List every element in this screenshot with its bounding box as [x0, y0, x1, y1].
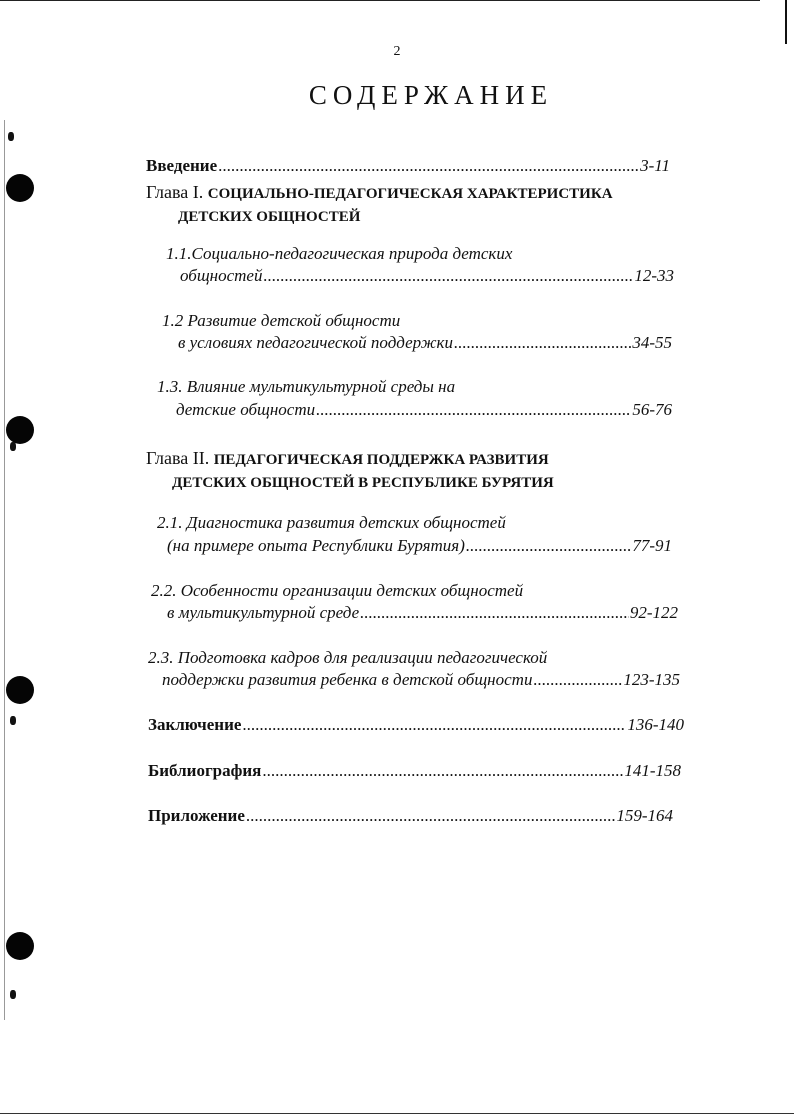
section-2-2-line1: 2.2. Особенности организации детских общностей: [151, 581, 524, 600]
chapter2-heading-line2: [172, 471, 554, 492]
scan-edge-bottom: [0, 1113, 794, 1114]
scan-edge-top: [0, 0, 760, 1]
title-wrap: [0, 80, 794, 111]
scan-speck: [10, 990, 16, 999]
leader-dots: [454, 333, 631, 353]
toc-label: поддержки развития ребенка в детской общности: [162, 670, 533, 689]
toc-label: в условиях педагогической поддержки: [178, 333, 454, 352]
leader-dots: [466, 536, 631, 556]
leader-dots: [218, 156, 639, 176]
punch-hole: [6, 416, 34, 444]
section-1-3-line1: 1.3. Влияние мультикультурной среды на: [157, 377, 456, 396]
toc-entry-conclusion[interactable]: [148, 715, 684, 735]
toc-entry-2-3[interactable]: [162, 670, 680, 690]
section-1-2-line1: 1.2 Развитие детской общности: [162, 311, 401, 330]
toc-label: (на примере опыта Республики Бурятия): [167, 536, 465, 555]
page-title: СОДЕРЖАНИЕ: [308, 80, 554, 110]
leader-dots: [360, 603, 629, 623]
scan-speck: [8, 132, 14, 141]
toc-label: в мультикультурной среде: [167, 603, 360, 622]
toc-pages: 159-164: [616, 806, 673, 825]
toc-pages: 141-158: [624, 761, 681, 780]
section-1-1-line1: 1.1.Социально-педагогическая природа детских: [166, 244, 513, 263]
toc-label: Приложение: [148, 806, 245, 825]
toc-label: Введение: [146, 156, 218, 175]
toc-pages: 136-140: [627, 715, 684, 734]
toc-label: Заключение: [148, 715, 242, 734]
leader-dots: [242, 715, 626, 735]
chapter-title-line2: ДЕТСКИХ ОБЩНОСТЕЙ: [178, 209, 361, 225]
section-2-3-line1: 2.3. Подготовка кадров для реализации педагогической: [148, 648, 548, 667]
scan-speck: [10, 716, 16, 725]
toc-label: детские общности: [176, 400, 316, 419]
leader-dots: [262, 761, 623, 781]
toc-entry-2-1[interactable]: [167, 536, 672, 556]
toc-pages: 77-91: [632, 536, 672, 555]
toc-label: общностей: [180, 266, 263, 285]
toc-entry-bibliography[interactable]: [148, 761, 681, 781]
toc-entry-2-2[interactable]: [167, 603, 678, 623]
scan-edge-left: [4, 120, 5, 1020]
chapter-prefix: Глава I.: [146, 182, 204, 202]
toc-pages: 34-55: [632, 333, 672, 352]
toc-entry-appendix[interactable]: [148, 806, 673, 826]
chapter-title-line1: СОЦИАЛЬНО-ПЕДАГОГИЧЕСКАЯ ХАРАКТЕРИСТИКА: [207, 186, 613, 202]
chapter1-heading-line2: [178, 205, 360, 226]
toc-entry-1-1[interactable]: [180, 266, 674, 286]
chapter1-heading[interactable]: [146, 182, 613, 203]
toc-entry-1-3[interactable]: [176, 400, 672, 420]
toc-pages: 12-33: [634, 266, 674, 285]
toc-entry-intro[interactable]: [146, 156, 670, 176]
chapter-title-line1: ПЕДАГОГИЧЕСКАЯ ПОДДЕРЖКА РАЗВИТИЯ: [213, 452, 549, 468]
toc-pages: 3-11: [640, 156, 670, 175]
punch-hole: [6, 932, 34, 960]
punch-hole: [6, 174, 34, 202]
leader-dots: [316, 400, 631, 420]
scan-edge-right: [785, 0, 787, 44]
section-2-1-line1: 2.1. Диагностика развития детских общностей: [157, 513, 506, 532]
scan-speck: [10, 442, 16, 451]
toc-pages: 56-76: [632, 400, 672, 419]
toc-pages: 92-122: [629, 603, 678, 622]
leader-dots: [263, 266, 633, 286]
page-number: 2: [393, 44, 401, 59]
chapter-prefix: Глава II.: [146, 448, 210, 468]
leader-dots: [246, 806, 615, 826]
chapter-title-line2: ДЕТСКИХ ОБЩНОСТЕЙ В РЕСПУБЛИКЕ БУРЯТИЯ: [172, 475, 554, 491]
chapter2-heading[interactable]: [146, 448, 549, 469]
punch-hole: [6, 676, 34, 704]
leader-dots: [533, 670, 622, 690]
toc-entry-1-2[interactable]: [178, 333, 672, 353]
toc-label: Библиография: [148, 761, 262, 780]
toc-pages: 123-135: [623, 670, 680, 689]
